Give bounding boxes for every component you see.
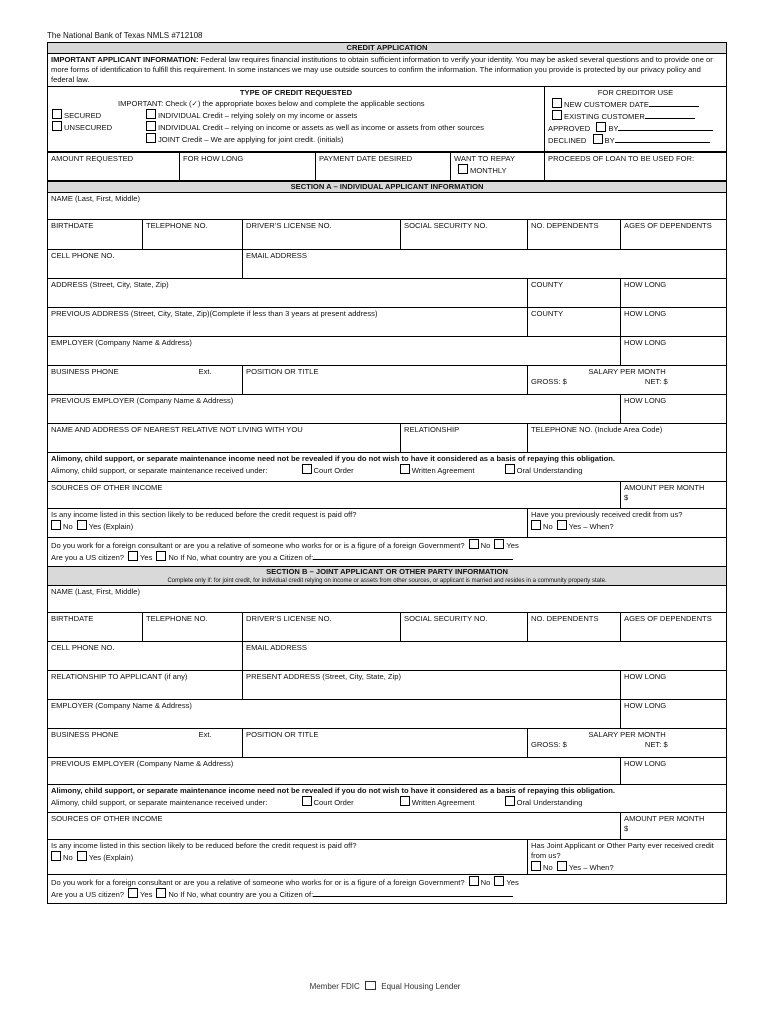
a-prev-credit-no-label: No <box>543 522 553 531</box>
b-foreign-yes-label: Yes <box>506 878 519 887</box>
a-oral-understanding-label: Oral Understanding <box>516 466 583 475</box>
section-a-title: SECTION A – INDIVIDUAL APPLICANT INFORMATION <box>48 182 727 193</box>
b-other-income-field[interactable]: SOURCES OF OTHER INCOME <box>48 813 621 840</box>
a-citizen-yes-label: Yes <box>140 553 153 562</box>
request-table <box>47 152 727 181</box>
b-citizen-no-checkbox[interactable] <box>156 888 166 898</box>
a-amount-per-month-label: AMOUNT PER MONTH <box>624 483 705 492</box>
b-employer-howlong-field[interactable]: HOW LONG <box>621 700 727 729</box>
a-country-label: If No, what country are you a Citizen of: <box>180 553 314 562</box>
credit-type-heading: TYPE OF CREDIT REQUESTED <box>239 88 353 97</box>
a-ages-field[interactable]: AGES OF DEPENDENTS <box>621 220 727 250</box>
a-net-label: NET: $ <box>644 377 668 386</box>
form-title: CREDIT APPLICATION <box>48 43 727 54</box>
section-b-title: SECTION B – JOINT APPLICANT OR OTHER PARTY INFORMATION <box>266 567 508 576</box>
a-citizen-yes-checkbox[interactable] <box>128 551 138 561</box>
a-citizen-no-checkbox[interactable] <box>156 551 166 561</box>
b-business-phone-label: BUSINESS PHONE <box>51 730 119 739</box>
unsecured-checkbox[interactable] <box>52 121 62 131</box>
b-prev-employer-howlong-field[interactable]: HOW LONG <box>621 758 727 785</box>
credit-application-form <box>47 30 726 904</box>
a-alimony-row <box>48 453 727 482</box>
existing-customer-line[interactable] <box>645 118 695 119</box>
a-howlong-field[interactable]: HOW LONG <box>621 279 727 308</box>
b-oral-understanding-label: Oral Understanding <box>516 798 583 807</box>
existing-customer-label: EXISTING CUSTOMER <box>564 112 645 121</box>
b-income-reduced-question: Is any income listed in this section likely to be reduced before the credit request is paid off? <box>51 841 357 850</box>
a-foreign-no-label: No <box>480 541 491 550</box>
new-customer-date-line[interactable] <box>649 106 699 107</box>
b-employer-field[interactable]: EMPLOYER (Company Name & Address) <box>48 700 621 729</box>
b-court-order-checkbox[interactable] <box>302 796 312 806</box>
b-cell-field[interactable]: CELL PHONE NO. <box>48 642 243 671</box>
b-foreign-question: Do you work for a foreign consultant or are you a relative of someone who works for or is a figure of a foreign Government? <box>51 878 465 887</box>
a-oral-understanding-checkbox[interactable] <box>505 464 515 474</box>
important-info-label: IMPORTANT APPLICANT INFORMATION: <box>51 55 199 64</box>
how-long-field[interactable]: FOR HOW LONG <box>180 153 316 181</box>
joint-credit-label: JOINT Credit – We are applying for joint credit. (initials) <box>158 135 344 144</box>
declined-by-label: BY <box>604 136 615 145</box>
a-telephone-field[interactable]: TELEPHONE NO. <box>143 220 243 250</box>
a-prev-credit-question: Have you previously received credit from us? <box>531 510 683 519</box>
a-alimony-notice: Alimony, child support, or separate maintenance income need not be revealed if you do not wish to have it considered as a basis of repaying this obligation. <box>51 454 616 463</box>
section-b-header <box>48 567 727 586</box>
a-email-field[interactable]: EMAIL ADDRESS <box>243 250 727 279</box>
b-prev-credit-yes-label: Yes – When? <box>568 863 614 872</box>
b-amount-per-month-label: AMOUNT PER MONTH <box>624 814 705 823</box>
b-prev-credit-no-label: No <box>543 863 553 872</box>
a-relative-field[interactable]: NAME AND ADDRESS OF NEAREST RELATIVE NOT LIVING WITH YOU <box>48 424 401 453</box>
b-prev-credit-no-checkbox[interactable] <box>531 861 541 871</box>
b-written-agreement-label: Written Agreement <box>411 798 475 807</box>
a-address-label: ADDRESS (Street, City, State, Zip) <box>51 280 169 289</box>
b-email-field[interactable]: EMAIL ADDRESS <box>243 642 727 671</box>
a-gross-label: GROSS: $ <box>531 377 567 386</box>
declined-label: DECLINED <box>548 136 587 145</box>
a-other-income-field[interactable]: SOURCES OF OTHER INCOME <box>48 482 621 509</box>
a-citizen-no-label: No <box>168 553 179 562</box>
b-alimony-notice: Alimony, child support, or separate maintenance income need not be revealed if you do not wish to have it considered as a basis of repaying this obligation. <box>51 786 616 795</box>
secured-checkbox[interactable] <box>52 109 62 119</box>
want-repay-field[interactable] <box>451 153 545 181</box>
a-reduced-yes-checkbox[interactable] <box>77 520 87 530</box>
b-country-label: If No, what country are you a Citizen of: <box>180 890 314 899</box>
a-prev-employer-field[interactable]: PREVIOUS EMPLOYER (Company Name & Address) <box>48 395 621 424</box>
a-salary-field[interactable] <box>528 366 727 395</box>
b-citizen-yes-checkbox[interactable] <box>128 888 138 898</box>
b-reduced-yes-checkbox[interactable] <box>77 851 87 861</box>
bank-nmls-line: The National Bank of Texas NMLS #712108 <box>47 31 203 40</box>
a-relationship-field[interactable]: RELATIONSHIP <box>401 424 528 453</box>
b-address-howlong-field[interactable]: HOW LONG <box>621 671 727 700</box>
a-dollar-label: $ <box>624 493 629 502</box>
a-income-reduced-row <box>48 509 528 538</box>
a-prev-credit-yes-checkbox[interactable] <box>557 520 567 530</box>
b-foreign-no-checkbox[interactable] <box>469 876 479 886</box>
b-reduced-yes-label: Yes (Explain) <box>88 853 134 862</box>
a-business-phone-field[interactable] <box>48 366 243 395</box>
b-prev-credit-row <box>528 840 727 875</box>
b-prev-employer-field[interactable]: PREVIOUS EMPLOYER (Company Name & Address) <box>48 758 621 785</box>
b-alimony-row <box>48 785 727 813</box>
individual-sole-label: INDIVIDUAL Credit – relying solely on my income or assets <box>158 111 358 120</box>
member-fdic: Member FDIC <box>309 982 360 991</box>
b-court-order-label: Court Order <box>313 798 354 807</box>
b-salary-field[interactable] <box>528 729 727 758</box>
b-position-field[interactable]: POSITION OR TITLE <box>243 729 528 758</box>
b-country-line[interactable] <box>313 896 513 897</box>
section-b-subtitle: Complete only if: for joint credit, for individual credit relying on income or assets from other sources, or applicant is married and resides in a community property state. <box>167 578 607 584</box>
a-name-field[interactable]: NAME (Last, First, Middle) <box>48 193 727 220</box>
individual-other-label: INDIVIDUAL Credit – relying on income or assets as well as income or assets from other sources <box>158 123 484 132</box>
b-birthdate-field[interactable]: BIRTHDATE <box>48 613 143 642</box>
b-reduced-no-checkbox[interactable] <box>51 851 61 861</box>
b-dollar-label: $ <box>624 824 629 833</box>
individual-sole-checkbox[interactable] <box>146 109 156 119</box>
a-drivers-license-field[interactable]: DRIVER’S LICENSE NO. <box>243 220 401 250</box>
a-reduced-no-label: No <box>63 522 73 531</box>
a-country-line[interactable] <box>313 559 513 560</box>
monthly-checkbox[interactable] <box>458 164 468 174</box>
a-address-field[interactable] <box>48 279 528 308</box>
new-customer-label: NEW CUSTOMER DATE <box>564 100 649 109</box>
a-prev-howlong-field[interactable]: HOW LONG <box>621 308 727 337</box>
secured-label: SECURED <box>64 111 102 120</box>
equal-housing-icon <box>365 981 376 990</box>
a-dependents-field[interactable]: NO. DEPENDENTS <box>528 220 621 250</box>
b-foreign-yes-checkbox[interactable] <box>494 876 504 886</box>
b-gross-label: GROSS: $ <box>531 740 567 749</box>
declined-by-line[interactable] <box>615 142 710 143</box>
a-prev-address-field[interactable]: PREVIOUS ADDRESS (Street, City, State, Zip)(Complete if less than 3 years at present address) <box>48 308 528 337</box>
b-telephone-field[interactable]: TELEPHONE NO. <box>143 613 243 642</box>
b-prev-credit-question: Has Joint Applicant or Other Party ever received credit from us? <box>531 841 714 860</box>
a-citizen-question: Are you a US citizen? <box>51 553 125 562</box>
b-drivers-license-field[interactable]: DRIVER’S LICENSE NO. <box>243 613 401 642</box>
a-prev-county-field[interactable]: COUNTY <box>528 308 621 337</box>
b-amount-per-month-field[interactable] <box>621 813 727 840</box>
b-oral-understanding-checkbox[interactable] <box>505 796 515 806</box>
b-citizen-question: Are you a US citizen? <box>51 890 125 899</box>
a-foreign-yes-checkbox[interactable] <box>494 539 504 549</box>
b-citizen-yes-label: Yes <box>140 890 153 899</box>
proceeds-field[interactable]: PROCEEDS OF LOAN TO BE USED FOR: <box>545 153 727 181</box>
a-relative-phone-field[interactable]: TELEPHONE NO. (Include Area Code) <box>528 424 727 453</box>
a-position-field[interactable]: POSITION OR TITLE <box>243 366 528 395</box>
joint-credit-checkbox[interactable] <box>146 133 156 143</box>
a-alimony-received-label: Alimony, child support, or separate maintenance received under: <box>51 466 268 475</box>
important-info-text: Federal law requires financial institutions to obtain sufficient information to verify your identity. You may be asked several questions and to provide one or more forms of identification to fulfill this requirement. In some instances we may use outside sources to confirm the information. The information you provide is protected by our privacy policy and federal law. <box>51 55 713 84</box>
a-written-agreement-label: Written Agreement <box>411 466 475 475</box>
a-cell-field[interactable]: CELL PHONE NO. <box>48 250 243 279</box>
b-written-agreement-checkbox[interactable] <box>400 796 410 806</box>
a-employer-howlong-field[interactable]: HOW LONG <box>621 337 727 366</box>
a-prev-credit-yes-label: Yes – When? <box>568 522 614 531</box>
a-foreign-row <box>48 538 727 567</box>
creditor-use-heading: FOR CREDITOR USE <box>597 88 674 97</box>
b-net-label: NET: $ <box>644 740 668 749</box>
a-reduced-no-checkbox[interactable] <box>51 520 61 530</box>
approved-checkbox[interactable] <box>596 122 606 132</box>
a-written-agreement-checkbox[interactable] <box>400 464 410 474</box>
b-foreign-row <box>48 875 727 904</box>
a-amount-per-month-field[interactable] <box>621 482 727 509</box>
b-ages-field[interactable]: AGES OF DEPENDENTS <box>621 613 727 642</box>
a-foreign-yes-label: Yes <box>506 541 519 550</box>
a-foreign-no-checkbox[interactable] <box>469 539 479 549</box>
a-birthdate-field[interactable]: BIRTHDATE <box>48 220 143 250</box>
b-citizen-no-label: No <box>168 890 179 899</box>
b-foreign-no-label: No <box>480 878 491 887</box>
b-income-reduced-row <box>48 840 528 875</box>
a-prev-credit-row <box>528 509 727 538</box>
monthly-label: MONTHLY <box>470 166 507 175</box>
a-foreign-question: Do you work for a foreign consultant or are you a relative of someone who works for or is a figure of a foreign Government? <box>51 541 465 550</box>
b-alimony-received-label: Alimony, child support, or separate maintenance received under: <box>51 798 268 807</box>
b-salary-label: SALARY PER MONTH <box>588 730 666 739</box>
b-reduced-no-label: No <box>63 853 73 862</box>
approved-label: APPROVED <box>548 124 591 133</box>
a-prev-employer-howlong-field[interactable]: HOW LONG <box>621 395 727 424</box>
payment-date-field[interactable]: PAYMENT DATE DESIRED <box>316 153 451 181</box>
equal-housing-lender: Equal Housing Lender <box>381 982 461 991</box>
a-county-own <box>528 279 621 308</box>
unsecured-label: UNSECURED <box>64 123 113 132</box>
b-business-phone-field[interactable] <box>48 729 243 758</box>
a-income-reduced-question: Is any income listed in this section likely to be reduced before the credit request is paid off? <box>51 510 357 519</box>
amount-requested-field[interactable]: AMOUNT REQUESTED <box>48 153 180 181</box>
a-prev-credit-no-checkbox[interactable] <box>531 520 541 530</box>
a-ssn-field[interactable]: SOCIAL SECURITY NO. <box>401 220 528 250</box>
b-dependents-field[interactable]: NO. DEPENDENTS <box>528 613 621 642</box>
new-customer-checkbox[interactable] <box>552 98 562 108</box>
a-court-order-checkbox[interactable] <box>302 464 312 474</box>
header-table <box>47 42 727 152</box>
a-county-label: COUNTY <box>531 280 564 289</box>
want-repay-label: WANT TO REPAY <box>454 154 516 163</box>
b-ext-label: Ext. <box>198 730 212 739</box>
section-a-table <box>47 181 727 904</box>
b-ssn-field[interactable]: SOCIAL SECURITY NO. <box>401 613 528 642</box>
existing-customer-checkbox[interactable] <box>552 110 562 120</box>
a-salary-label: SALARY PER MONTH <box>588 367 666 376</box>
approved-by-line[interactable] <box>618 130 713 131</box>
b-present-address-field[interactable]: PRESENT ADDRESS (Street, City, State, Zip) <box>243 671 621 700</box>
b-relationship-field[interactable]: RELATIONSHIP TO APPLICANT (if any) <box>48 671 243 700</box>
credit-type-instruction: IMPORTANT: Check (✓) the appropriate boxes below and complete the applicable sections <box>118 99 425 108</box>
a-employer-field[interactable]: EMPLOYER (Company Name & Address) <box>48 337 621 366</box>
footer <box>0 981 770 991</box>
a-ext-label: Ext. <box>198 367 212 376</box>
a-court-order-label: Court Order <box>313 466 354 475</box>
approved-by-label: BY <box>608 124 619 133</box>
b-name-field[interactable]: NAME (Last, First, Middle) <box>48 586 727 613</box>
b-prev-credit-yes-checkbox[interactable] <box>557 861 567 871</box>
a-reduced-yes-label: Yes (Explain) <box>88 522 134 531</box>
declined-checkbox[interactable] <box>593 134 603 144</box>
a-business-phone-label: BUSINESS PHONE <box>51 367 119 376</box>
creditor-use-box <box>545 87 727 152</box>
individual-other-checkbox[interactable] <box>146 121 156 131</box>
